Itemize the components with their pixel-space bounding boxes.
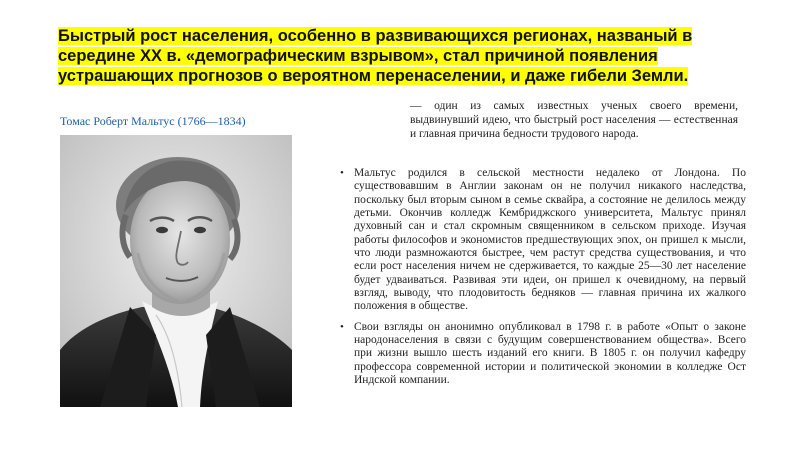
- bullet-item: [338, 167, 746, 314]
- bullet-text: Свои взгляды он анонимно опубликовал в 1798 г. в работе «Опыт о законе народонаселения в связи с будущим совершенствованием общества». Всего при жизни вышло шесть изданий его книги. В 1805 г. он получил кафедру профессора современной истории и политической экономии в колледже Ост Индской компании.: [354, 320, 746, 387]
- slide-title-text: Быстрый рост населения, особенно в развивающихся регионах, названый в середине XX в. «демографическим взрывом», стал причиной появления устрашающих прогнозов о вероятном перенаселении, и даже гибели Земли.: [58, 27, 693, 85]
- bullet-list: [338, 167, 746, 395]
- bullet-icon: •: [340, 167, 344, 179]
- bullet-text: Мальтус родился в сельской местности недалеко от Лондона. По существовавшим в Англии законам он не получил никакого наследства, поскольку был вторым сыном в семье сквайра, а состояние не делилось между детьми. Окончив колледж Кембриджского университета, Мальтус принял духовный сан и стал скромным священником в сельском приходе. Изучая работы философов и экономистов предшествующих эпох, он пришел к мысли, что люди размножаются быстрее, чем растут средства существования, и что если рост населения ничем не сдерживается, то каждые 25—30 лет население будет удваиваться. Развивая эти идеи, он пришел к очевидному, на первый взгляд, выводу, что плодовитость бедняков — главная причина их жалкого положения в обществе.: [354, 167, 746, 313]
- portrait-image: [60, 135, 292, 407]
- portrait-quote: — один из самых известных ученых своего времени, выдвинувший идею, что быстрый рост населения — естественная и главная причина бедности трудового народа.: [410, 100, 738, 140]
- bullet-icon: •: [340, 320, 344, 333]
- bullet-item: [338, 321, 746, 388]
- portrait-caption: Томас Роберт Мальтус (1766—1834): [60, 114, 246, 128]
- slide-title: [58, 26, 774, 86]
